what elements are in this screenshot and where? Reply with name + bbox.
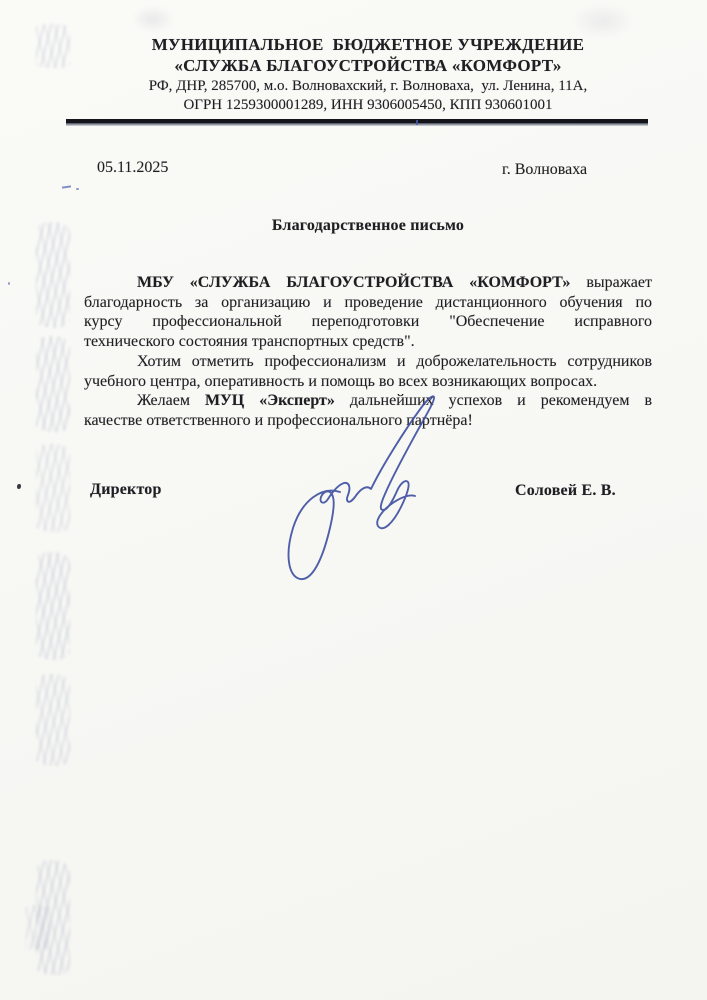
letter-place: г. Волноваха	[502, 161, 588, 178]
org-name-line2: «СЛУЖБА БЛАГОУСТРОЙСТВА «КОМФОРТ»	[174, 55, 562, 75]
scan-artifact	[36, 552, 70, 660]
scan-artifact	[36, 444, 70, 532]
body-line: качестве ответственного и профессионального партнёра!	[84, 411, 473, 429]
scan-artifact	[36, 24, 70, 68]
body-line: Желаем МУЦ «Эксперт» дальнейших успехов и рекомендуем в	[137, 392, 653, 410]
signature-stroke	[289, 396, 435, 579]
letterhead	[84, 35, 652, 113]
body-line: курсу профессиональной переподготовки "Обеспечение исправного	[84, 313, 652, 331]
org-name-inline: МБУ «СЛУЖБА БЛАГОУСТРОЙСТВА «КОМФОРТ»	[137, 274, 571, 291]
letter-date: 05.11.2025	[97, 159, 169, 176]
ink-speck	[62, 185, 71, 188]
ink-speck	[8, 282, 10, 285]
training-center-name: МУЦ «Эксперт»	[204, 392, 335, 410]
handwritten-signature	[278, 386, 450, 596]
body-line: МБУ «СЛУЖБА БЛАГОУСТРОЙСТВА «КОМФОРТ» выражает	[137, 274, 652, 291]
body-line: Хотим отметить профессионализм и доброжелательность сотрудников	[137, 352, 652, 370]
ink-speck	[416, 120, 418, 125]
signatory-name: Соловей Е. В.	[515, 482, 616, 499]
ink-speck	[17, 484, 21, 489]
org-registration-line: ОГРН 1259300001289, ИНН 9306005450, КПП 930601001	[183, 96, 553, 113]
director-label: Директор	[90, 481, 162, 498]
scan-artifact	[36, 336, 70, 432]
scan-artifact	[36, 222, 70, 328]
org-name-line1: МУНИЦИПАЛЬНОЕ БЮДЖЕТНОЕ УЧРЕЖДЕНИЕ	[151, 35, 585, 54]
scan-smudge	[572, 4, 634, 38]
letter-title: Благодарственное письмо	[271, 217, 465, 234]
body-line: учебного центра, оперативность и помощь во всех возникающих вопросах.	[84, 372, 598, 390]
body-line: благодарность за организацию и проведение дистанционного обучения по	[84, 293, 652, 311]
ink-speck	[76, 188, 79, 190]
scan-artifact	[26, 905, 50, 950]
letterhead-rule	[66, 119, 648, 126]
body-line: технического состояния транспортных средств".	[84, 333, 415, 351]
scan-smudge	[132, 6, 174, 32]
scan-artifact	[36, 674, 70, 766]
org-address-line: РФ, ДНР, 285700, м.о. Волновахский, г. Волноваха, ул. Ленина, 11А,	[148, 78, 588, 94]
